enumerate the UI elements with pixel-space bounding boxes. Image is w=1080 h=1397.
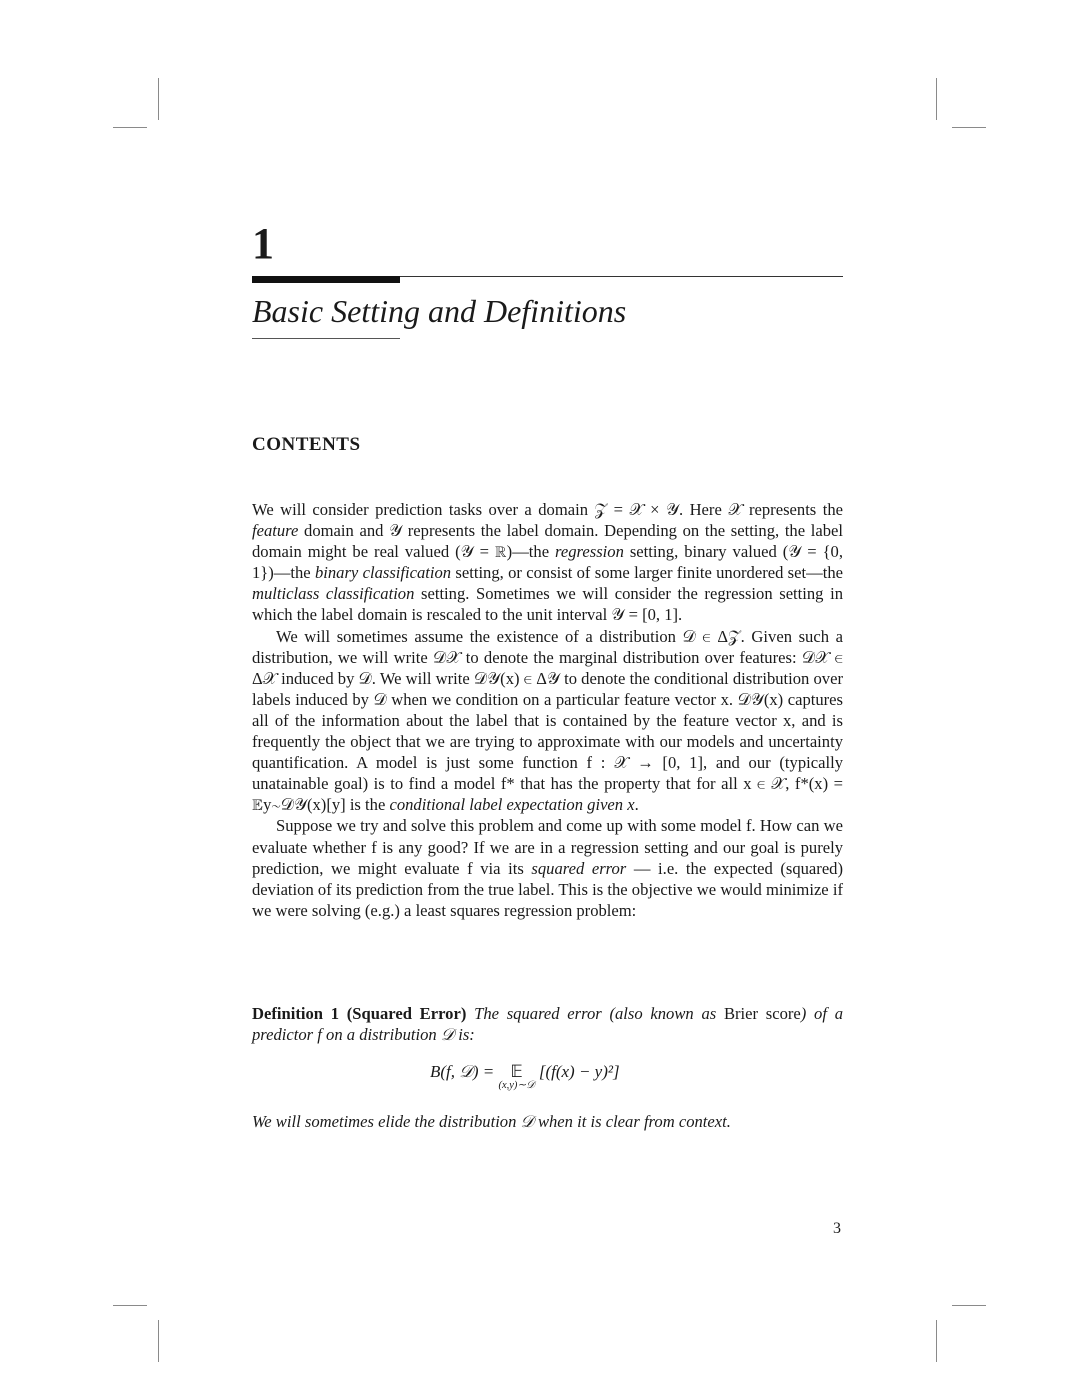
contents-heading: CONTENTS xyxy=(252,434,361,455)
term-multiclass-classification: multiclass classification xyxy=(252,584,415,604)
term-conditional-label-expectation: conditional label expectation given x xyxy=(389,795,635,815)
term-regression: regression xyxy=(555,542,624,562)
term-binary-classification: binary classification xyxy=(314,563,452,583)
equation-lhs: B(f, 𝒟) = xyxy=(430,1062,499,1081)
squared-error-equation xyxy=(430,1062,620,1092)
paragraph-2: We will sometimes assume the existence of a distribution 𝒟 ∈ Δ𝒵. Given such a distribution, we will write 𝒟𝒳 to denote the marginal distribution over features: 𝒟𝒳 ∈ Δ𝒳 induced by 𝒟. We will write 𝒟𝒴(x) ∈ Δ𝒴 to denote the conditional distribution over labels induced by 𝒟 when we condition on a particular feature vector x. 𝒟𝒴(x) captures all of the information about the label that is contained by the feature vector x, and is frequently the object that we are trying to approximate with our models and uncertainty quantification. A model is just some function f : 𝒳 → [0, 1], and our (typically unatainable goal) is to find a model f* that has the property that for all x ∈ 𝒳, f*(x) = 𝔼y∼𝒟𝒴(x)[y] is the conditional label expectation given x. xyxy=(252,626,843,815)
chapter-title: Basic Setting and Definitions xyxy=(252,293,627,329)
term-brier-score: Brier score xyxy=(723,1004,801,1023)
crop-mark xyxy=(952,1305,986,1306)
body-text xyxy=(252,499,843,921)
chapter-number: 1 xyxy=(252,219,274,268)
paragraph-1: We will consider prediction tasks over a domain 𝒵 = 𝒳 × 𝒴. Here 𝒳 represents the feature domain and 𝒴 represents the label domain. Depending on the setting, the label domain might be real valued (𝒴 = ℝ)—the regression setting, binary valued (𝒴 = {0, 1})—the binary classification setting, or consist of some larger finite unordered set—the multiclass classification setting. Sometimes we will consider the regression setting in which the label domain is rescaled to the unit interval 𝒴 = [0, 1]. xyxy=(252,500,843,625)
crop-mark xyxy=(952,127,986,128)
term-feature: feature xyxy=(252,521,299,541)
page-number: 3 xyxy=(833,1220,841,1237)
chapter-rule-thin xyxy=(400,276,843,277)
equation-rhs: [(f(x) − y)²] xyxy=(538,1062,620,1081)
expectation-operator: 𝔼 (x,y)∼𝒟 xyxy=(498,1062,535,1091)
definition-label: Definition 1 (Squared Error) xyxy=(252,1004,467,1023)
crop-mark xyxy=(113,127,147,128)
crop-mark xyxy=(158,1320,159,1362)
title-underline xyxy=(252,338,400,339)
crop-mark xyxy=(158,78,159,120)
term-squared-error: squared error xyxy=(531,858,627,878)
crop-mark xyxy=(936,78,937,120)
crop-mark xyxy=(936,1320,937,1362)
paragraph-3: Suppose we try and solve this problem and come up with some model f. How can we evaluate whether f is any good? If we are in a regression setting and our goal is purely prediction, we might evaluate f via its squared error — i.e. the expected (squared) deviation of its prediction from the true label. This is the objective we would minimize if we were solving (e.g.) a least squares regression problem: xyxy=(252,816,844,920)
chapter-rule-thick xyxy=(252,276,400,283)
elide-note: We will sometimes elide the distribution 𝒟 when it is clear from context. xyxy=(252,1112,731,1131)
definition-block: Definition 1 (Squared Error) The squared error (also known as Brier score) of a predictor f on a distribution 𝒟 is: xyxy=(252,1004,843,1045)
crop-mark xyxy=(113,1305,147,1306)
